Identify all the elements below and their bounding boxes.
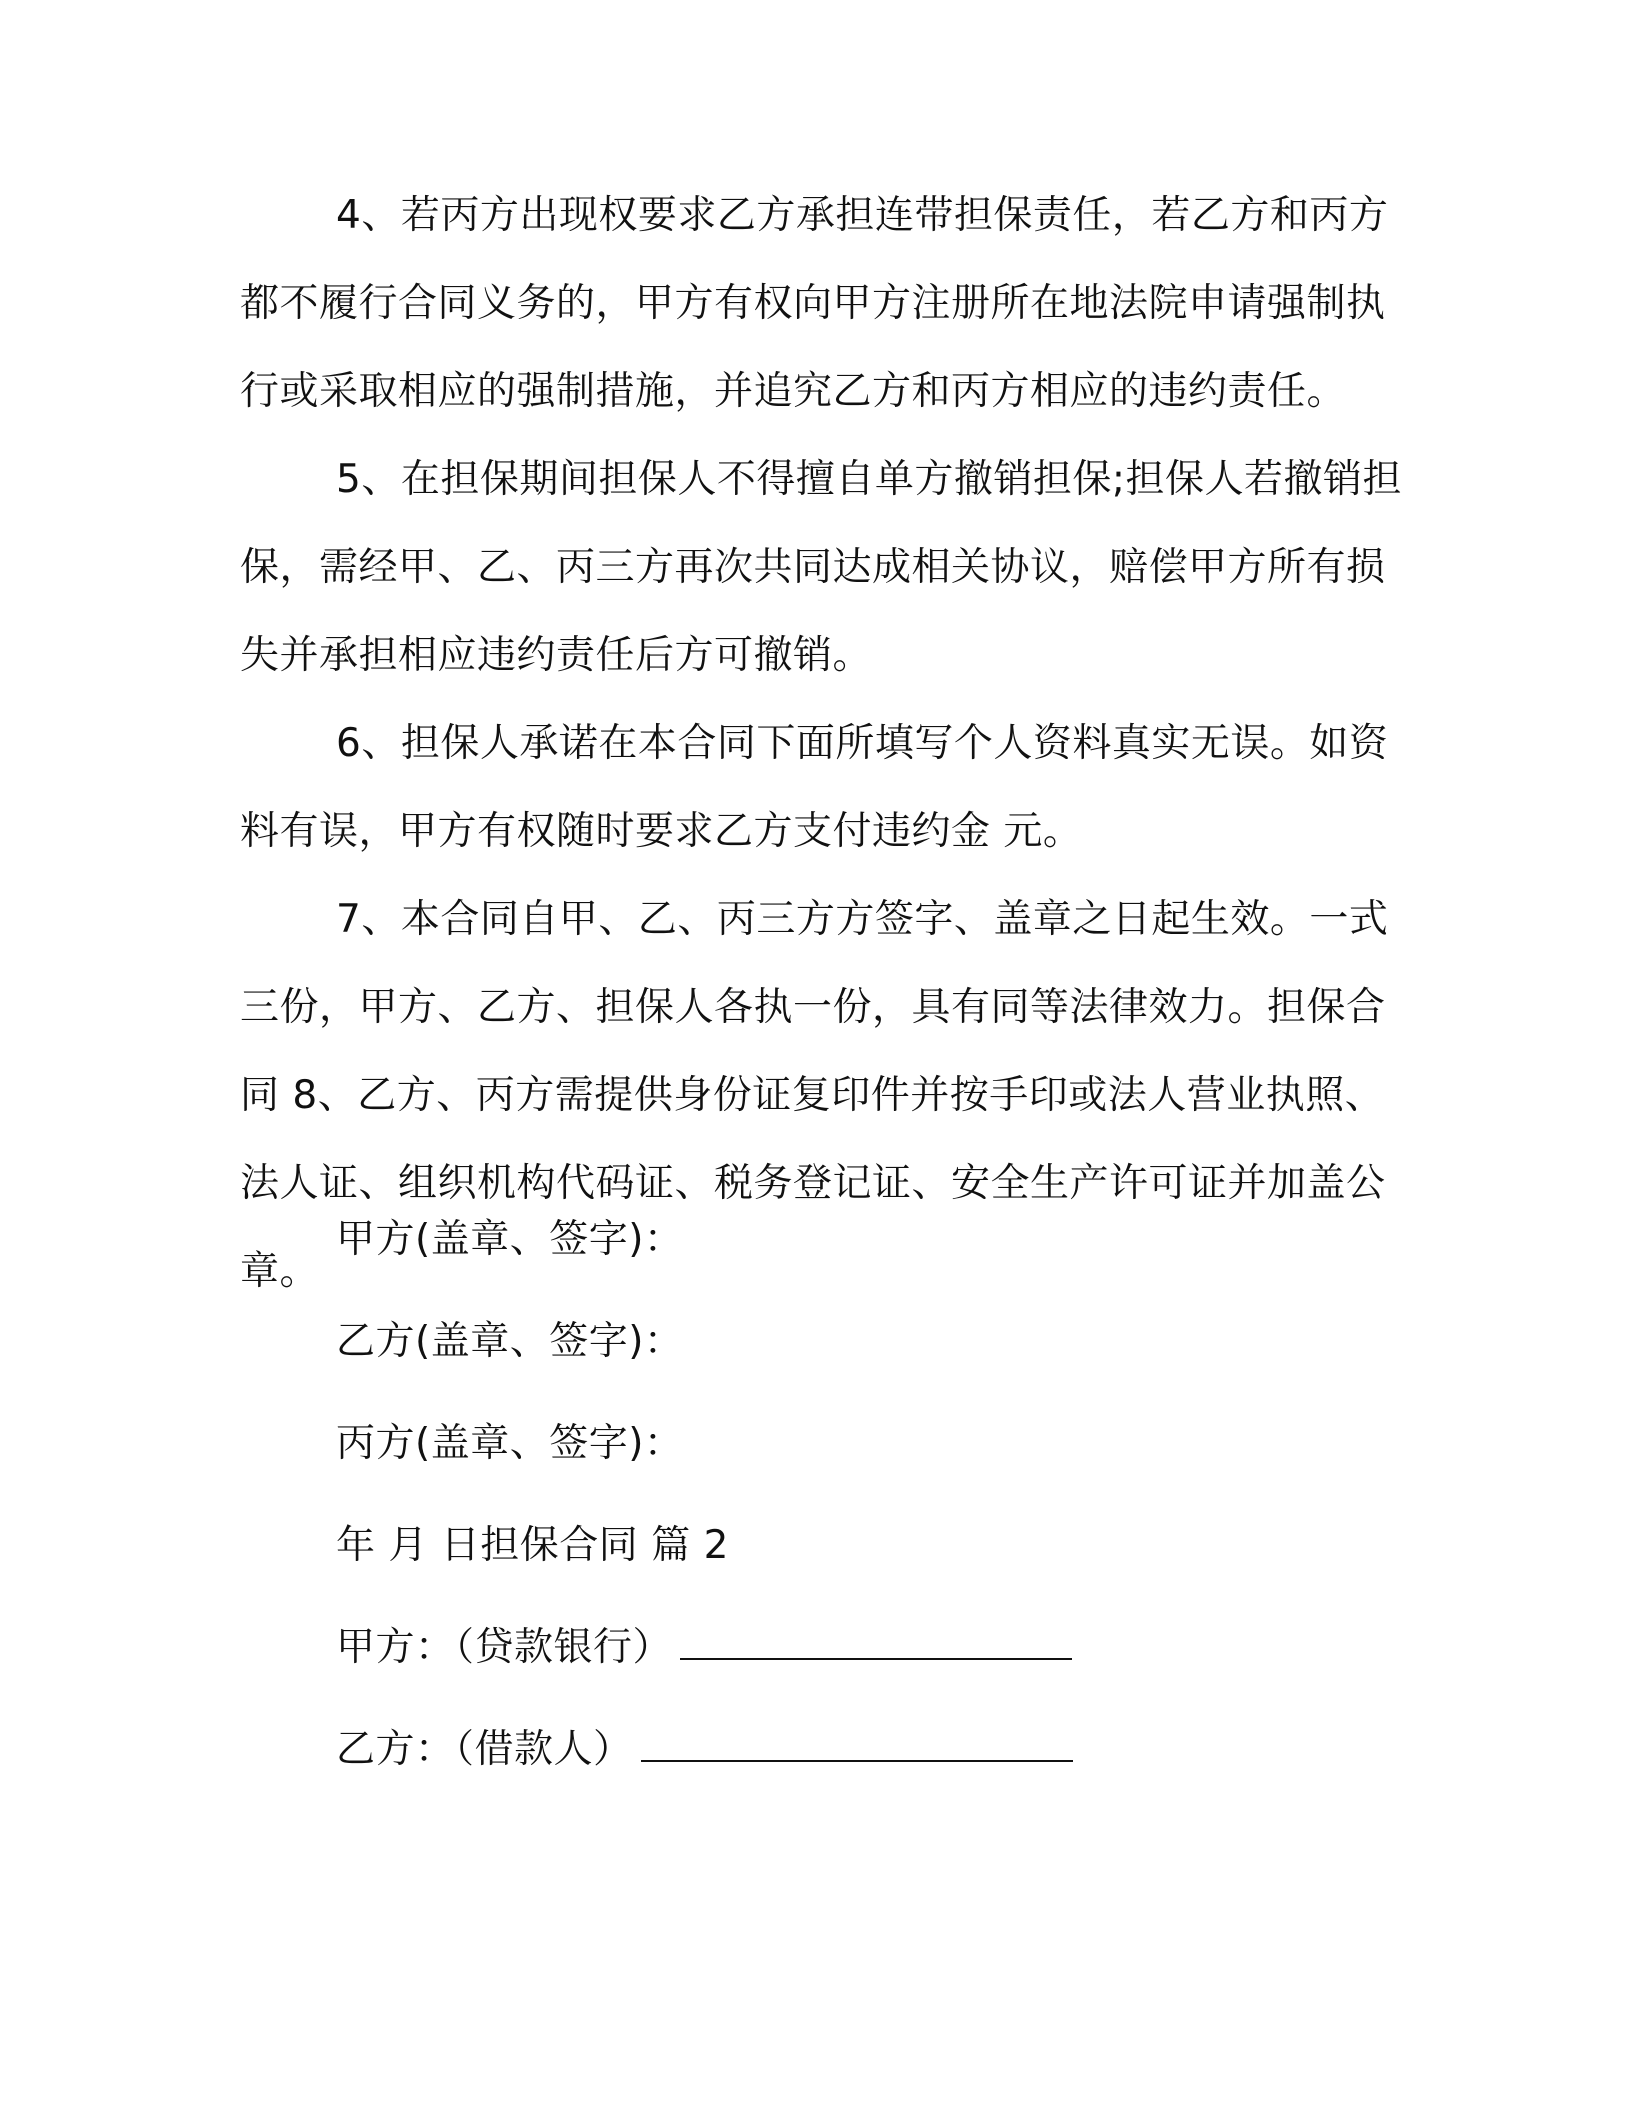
lender-field: [336, 1618, 1072, 1678]
clause-7: 7、本合同自甲、乙、丙三方方签字、盖章之日起生效。一式三份，甲方、乙方、担保人各执一份，具有同等法律效力。担保合同 8、乙方、丙方需提供身份证复印件并按手印或法人营业执照、法人证、组织机构代码证、税务登记证、安全生产许可证并加盖公章。: [240, 897, 1389, 1294]
clause-5: 5、在担保期间担保人不得擅自单方撤销担保;担保人若撤销担保，需经甲、乙、丙三方再次共同达成相关协议，赔偿甲方所有损失并承担相应违约责任后方可撤销。: [240, 457, 1402, 678]
lender-label: 甲方：（贷款银行）: [336, 1625, 673, 1670]
borrower-label: 乙方：（借款人）: [336, 1727, 633, 1772]
signature-party-a: 甲方(盖章、签字)：: [336, 1217, 684, 1262]
signature-party-c: 丙方(盖章、签字)：: [336, 1421, 684, 1466]
date-heading: 年 月 日担保合同 篇 2: [336, 1523, 729, 1568]
borrower-blank-line[interactable]: [641, 1720, 1073, 1762]
lender-blank-line[interactable]: [680, 1618, 1072, 1660]
clause-4: 4、若丙方出现权要求乙方承担连带担保责任，若乙方和丙方都不履行合同义务的，甲方有权向甲方注册所在地法院申请强制执行或采取相应的强制措施，并追究乙方和丙方相应的违约责任。: [240, 193, 1389, 414]
borrower-field: [336, 1720, 1073, 1780]
signature-party-b: 乙方(盖章、签字)：: [336, 1319, 684, 1364]
clause-6: 6、担保人承诺在本合同下面所填写个人资料真实无误。如资料有误，甲方有权随时要求乙方支付违约金 元。: [240, 721, 1389, 854]
